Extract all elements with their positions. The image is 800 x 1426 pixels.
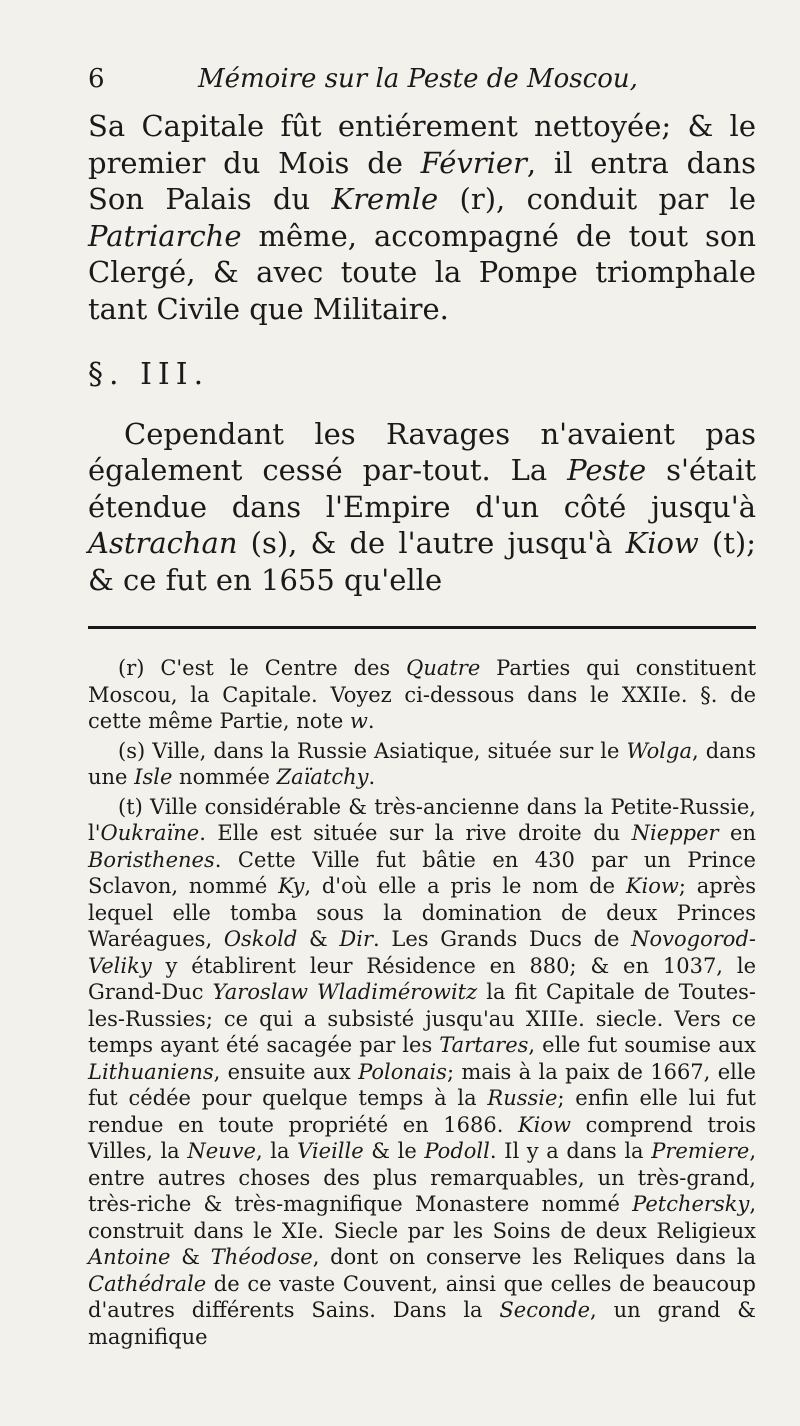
text-run: , elle fut soumise aux	[528, 1033, 756, 1057]
text-run: ; après lequel elle tomba sous la domination de deux Princes Waréagues,	[88, 874, 756, 951]
italic-text: Patriarche	[88, 218, 242, 253]
text-run: , un grand & magnifique	[88, 1298, 756, 1349]
section-heading: §. III.	[88, 357, 210, 392]
italic-text: Kiow	[517, 1112, 572, 1137]
italic-text: Peste	[567, 453, 647, 487]
text-run: .	[368, 765, 376, 789]
italic-text: Boristhenes	[88, 847, 215, 872]
text-run: y établirent leur Résidence en 880; & en 1037, le Grand-Duc	[88, 953, 756, 1004]
text-run: .	[367, 709, 375, 733]
text-run: , dont on conserve les Reliques dans la	[312, 1245, 756, 1269]
italic-text: Petchersky	[632, 1192, 750, 1216]
italic-text: Seconde	[499, 1298, 591, 1322]
text-run: , dans une	[88, 738, 756, 789]
italic-text: Oskold	[223, 927, 298, 951]
text-run: . Elle est située sur la rive droite du	[199, 821, 632, 845]
italic-text: w	[349, 709, 368, 733]
italic-text: Kiow	[625, 526, 699, 560]
text-run: , construit dans le XIe. Siecle par les Soins de deux Religieux	[88, 1192, 756, 1243]
italic-text: Vieille	[297, 1139, 364, 1163]
italic-text: Quatre	[406, 656, 481, 680]
italic-text: Polonais	[358, 1059, 447, 1084]
footnote-t	[88, 794, 756, 1351]
italic-text: Lithuaniens	[88, 1059, 214, 1084]
footnotes	[88, 655, 756, 1350]
italic-text: Dir	[339, 927, 374, 951]
paragraph-1	[88, 108, 756, 327]
running-header	[88, 60, 756, 108]
italic-text: Neuve	[187, 1139, 256, 1163]
italic-text: Premiere	[651, 1139, 750, 1163]
italic-text: Tartares	[439, 1033, 529, 1057]
book-page	[88, 60, 756, 1400]
italic-text: Cathédrale	[88, 1271, 207, 1296]
text-run: , ensuite aux	[213, 1059, 359, 1084]
paragraph-2	[88, 416, 756, 599]
text-run: . Les Grands Ducs de	[373, 927, 632, 951]
text-run: Cependant les Ravages n'avaient pas également cessé par-tout. La	[88, 416, 756, 487]
text-run: , il entra dans Son Palais du	[88, 145, 756, 216]
text-run: ; mais à la paix de 1667, elle fut cédée pour quelque temps à la	[88, 1059, 756, 1110]
text-run: , d'où elle a pris le nom de	[304, 874, 626, 898]
text-run: la fit Capitale de Toutes-les-Russies; ce qui a subsisté jusqu'au XIIIe. siecle. Vers ce temps ayant été sacagée par les	[88, 980, 756, 1057]
text-run: Parties qui constituent Moscou, la Capitale. Voyez ci-dessous dans le XXIIe. §. de cette même Partie, note	[88, 656, 756, 733]
footnote-r	[88, 655, 756, 735]
italic-text: Oukraïne	[100, 821, 200, 845]
italic-text: Novogorod-Veliky	[88, 927, 756, 978]
italic-text: Isle	[134, 765, 173, 789]
text-run: & le	[363, 1139, 425, 1163]
italic-text: Kremle	[331, 182, 439, 216]
italic-text: Russie	[487, 1086, 558, 1110]
italic-text: Ky	[278, 874, 305, 898]
italic-text: Février	[420, 145, 527, 180]
text-run: (s) Ville, dans la Russie Asiatique, située sur le	[118, 738, 627, 763]
text-run: . Il y a dans la	[489, 1139, 652, 1163]
text-run: , la	[255, 1139, 298, 1163]
text-run: même, accompagné de tout son Clergé, & avec toute la Pompe triomphale tant Civile que Militaire.	[88, 218, 756, 326]
text-run: de ce vaste Couvent, ainsi que celles de beaucoup d'autres différents Sains. Dans la	[88, 1271, 756, 1322]
text-run: (t) Ville considérable & très-ancienne dans la Petite-Russie, l'	[88, 794, 756, 845]
text-run: (r), conduit par le	[438, 182, 756, 216]
text-run: &	[170, 1245, 211, 1269]
italic-text: Zaïatchy	[276, 765, 369, 789]
italic-text: Wolga	[626, 738, 692, 763]
italic-text: Yaroslaw Wladimérowitz	[212, 980, 478, 1004]
running-title: Mémoire sur la Peste de Moscou,	[198, 64, 638, 94]
text-run: . Cette Ville fut bâtie en 430 par un Prince Sclavon, nommé	[88, 847, 756, 898]
text-run: comprend trois Villes, la	[88, 1112, 756, 1163]
footnote-divider	[88, 626, 756, 629]
italic-text: Antoine	[88, 1245, 171, 1269]
text-run: &	[297, 927, 340, 951]
text-run: , entre autres choses des plus remarquables, un très-grand, très-riche & très-magnifique Monastere nommé	[88, 1139, 756, 1216]
italic-text: Théodose	[210, 1245, 313, 1269]
italic-text: Astrachan	[88, 526, 238, 560]
italic-text: Niepper	[631, 821, 719, 845]
footnote-s	[88, 738, 756, 791]
italic-text: Podoll	[424, 1139, 490, 1163]
text-run: en	[718, 821, 756, 845]
text-run: nommée	[172, 765, 277, 789]
text-run: s'était étendue dans l'Empire d'un côté jusqu'à	[88, 453, 756, 524]
text-run: (s), & de l'autre jusqu'à	[237, 526, 626, 560]
page-number: 6	[88, 64, 105, 94]
text-run: Sa Capitale fût entiérement nettoyée; & le premier du Mois de	[88, 109, 756, 180]
italic-text: Kiow	[625, 874, 679, 898]
text-run: ; enfin elle lui fut rendue en toute propriété en 1686.	[88, 1086, 756, 1137]
text-run: (t); & ce fut en 1655 qu'elle	[88, 526, 756, 597]
text-run: (r) C'est le Centre des	[118, 656, 407, 680]
main-text	[88, 108, 756, 598]
